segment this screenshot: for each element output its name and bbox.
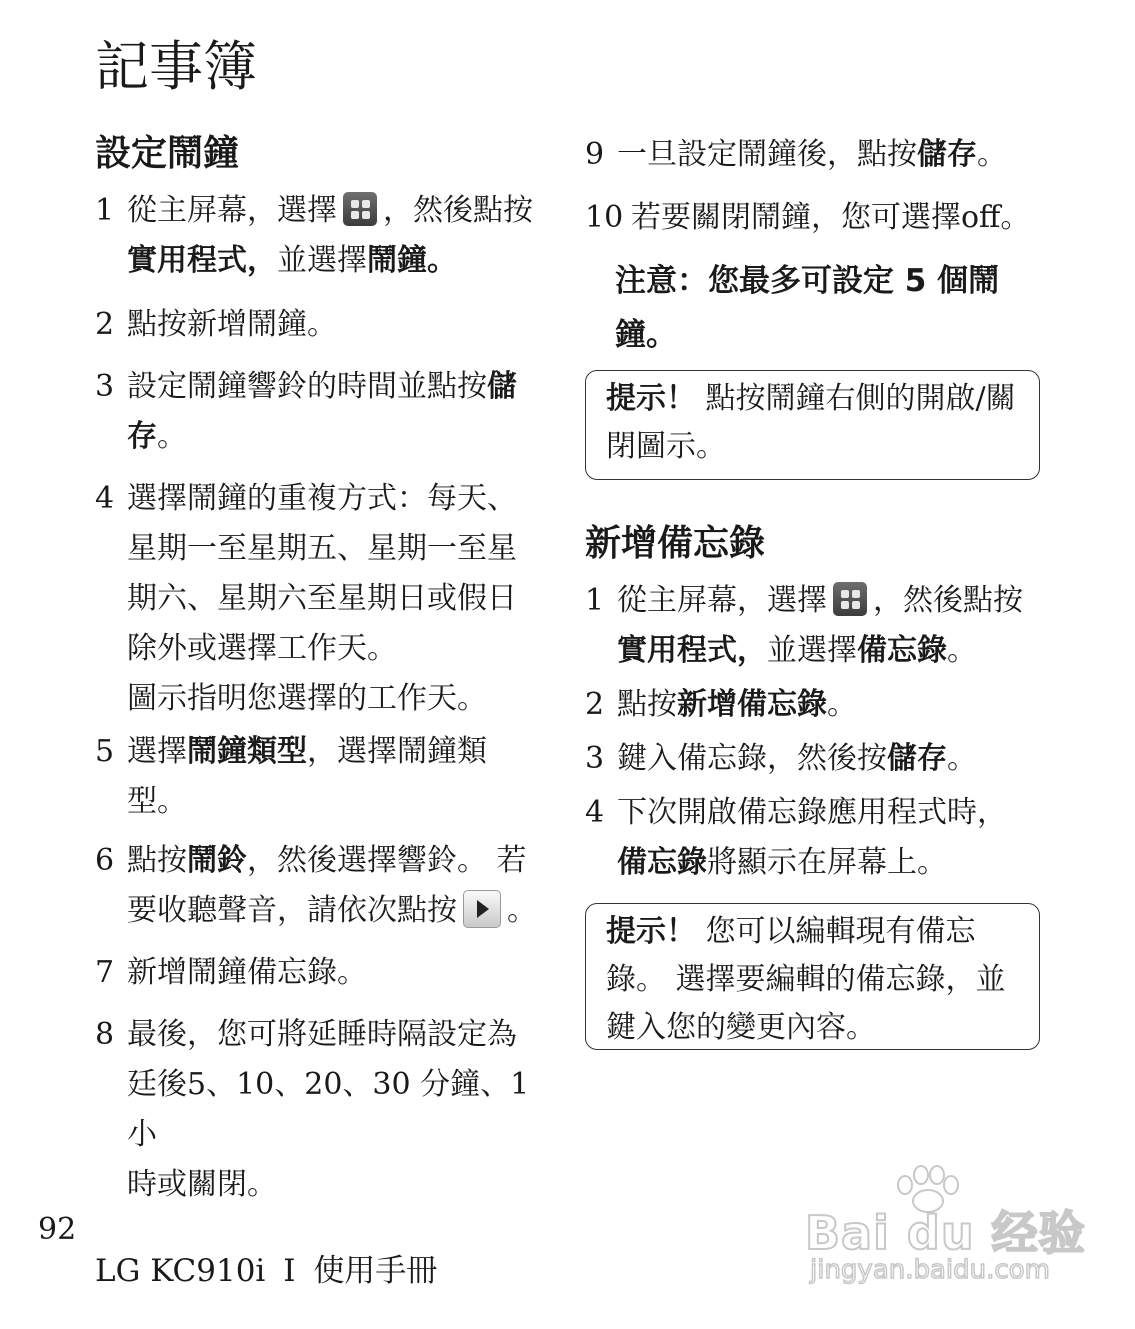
alarm-limit-note: 注意：您最多可設定 5 個鬧 鐘。 — [615, 263, 1000, 353]
step-number: 1 — [95, 193, 115, 228]
tip-label: 提示！ — [606, 914, 696, 949]
step-number: 3 — [95, 369, 115, 404]
memo-step-2: 2 點按新增備忘錄。 — [585, 680, 857, 730]
watermark-logo: Bai du 经验 — [805, 1206, 1086, 1260]
tip-label: 提示！ — [606, 381, 696, 416]
watermark-url: jingyan.baidu.com — [810, 1255, 1050, 1285]
page-number: 92 — [38, 1212, 77, 1247]
tip-box-alarm-toggle: 提示！ 點按鬧鐘右側的開啟/關 閉圖示。 — [585, 370, 1040, 480]
apps-grid-icon — [833, 582, 867, 616]
tip-box-edit-memo: 提示！ 您可以編輯現有備忘 錄。 選擇要編輯的備忘錄，並 鍵入您的變更內容。 — [585, 903, 1040, 1050]
alarm-step-9: 9 一旦設定鬧鐘後，點按儲存。 — [585, 130, 1007, 180]
alarm-step-4: 4 選擇鬧鐘的重複方式：每天、 星期一至星期五、星期一至星 期六、星期六至星期日或假日 除外或選擇工作天。 圖示指明您選擇的工作天。 — [95, 474, 517, 724]
alarm-step-6: 6 點按鬧鈴，然後選擇響鈴。 若 要收聽聲音，請依次點按 。 — [95, 836, 537, 936]
step-number: 2 — [585, 687, 605, 722]
section-heading-memo: 新增備忘錄 — [585, 523, 766, 564]
page-title: 記事簿 — [95, 35, 257, 98]
alarm-step-3: 3 設定鬧鐘響鈴的時間並點按儲 存。 — [95, 362, 517, 462]
step-number: 6 — [95, 843, 115, 878]
step-number: 1 — [585, 583, 605, 618]
memo-step-4: 4 下次開啟備忘錄應用程式時， 備忘錄將顯示在屏幕上。 — [585, 788, 1007, 888]
footer-manual-title: LG KC910i I 使用手冊 — [95, 1253, 438, 1289]
step-number: 9 — [585, 137, 605, 172]
step-number: 3 — [585, 741, 605, 776]
memo-step-1: 1 從主屏幕，選擇 ，然後點按 實用程式，並選擇備忘錄。 — [585, 576, 1023, 676]
alarm-step-8: 8 最後，您可將延睡時隔設定為 廷後5、10、20、30 分鐘、1 小 時或關閉。 — [95, 1010, 560, 1210]
baidu-watermark — [805, 1165, 1086, 1295]
step-number: 4 — [95, 481, 115, 516]
step-number: 7 — [95, 955, 115, 990]
step-number: 10 — [585, 200, 624, 235]
alarm-step-7: 7 新增鬧鐘備忘錄。 — [95, 948, 367, 998]
step-number: 4 — [585, 795, 605, 830]
step-number: 5 — [95, 734, 115, 769]
memo-step-3: 3 鍵入備忘錄，然後按儲存。 — [585, 734, 977, 784]
section-heading-alarm: 設定鬧鐘 — [95, 133, 240, 174]
alarm-step-10: 10 若要關閉鬧鐘，您可選擇off。 — [585, 193, 1030, 243]
step-number: 8 — [95, 1017, 115, 1052]
alarm-step-5: 5 選擇鬧鐘類型，選擇鬧鐘類 型。 — [95, 727, 487, 827]
alarm-step-1: 1 從主屏幕，選擇 ，然後點按 實用程式，並選擇鬧鐘。 — [95, 186, 533, 286]
alarm-step-2: 2 點按新增鬧鐘。 — [95, 300, 337, 350]
apps-grid-icon — [343, 192, 377, 226]
step-number: 2 — [95, 307, 115, 342]
play-icon — [463, 890, 501, 928]
